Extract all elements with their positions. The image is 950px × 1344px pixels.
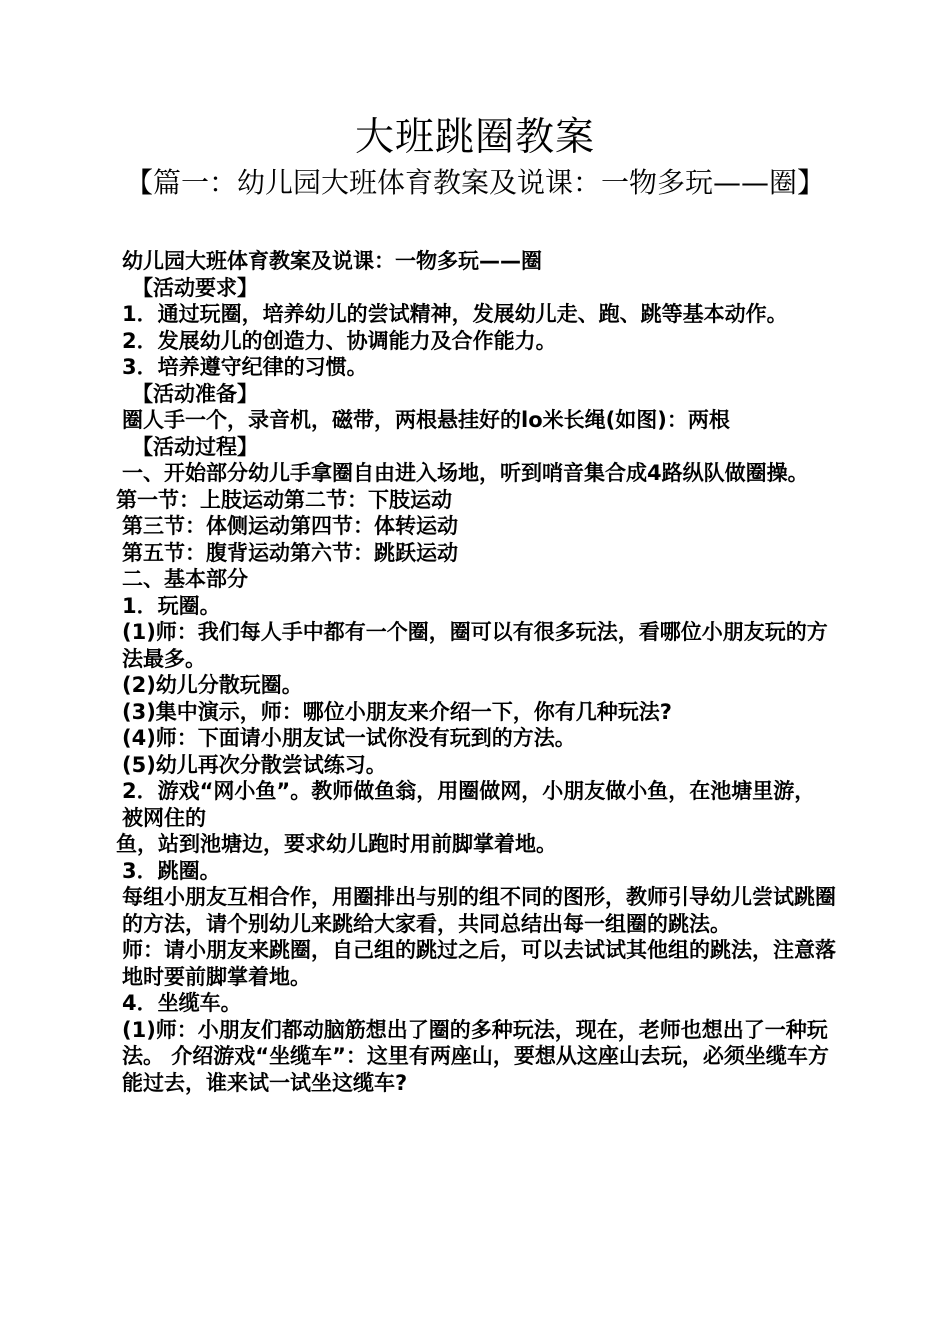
body-paragraph: 4．坐缆车。 <box>122 991 242 1015</box>
body-paragraph: 【活动要求】 <box>132 275 258 300</box>
body-paragraph: 第三节：体侧运动第四节：体转运动 <box>122 514 458 538</box>
body-paragraph: 2．发展幼儿的创造力、协调能力及合作能力。 <box>122 328 557 353</box>
body-paragraph: 【活动过程】 <box>132 434 258 459</box>
body-paragraph: 圈人手一个，录音机，磁带，两根悬挂好的lo米长绳(如图)：两根 <box>122 408 730 432</box>
body-paragraph: 鱼，站到池塘边，要求幼儿跑时用前脚掌着地。 <box>116 832 557 856</box>
body-paragraph: 3．培养遵守纪律的习惯。 <box>122 355 368 379</box>
body-paragraph: 3．跳圈。 <box>122 858 221 883</box>
body-paragraph: 幼儿园大班体育教案及说课：一物多玩——圈 <box>122 249 542 273</box>
body-paragraph: 1．玩圈。 <box>122 593 221 618</box>
document-subtitle: 【篇一：幼儿园大班体育教案及说课：一物多玩——圈】 <box>125 166 826 199</box>
body-paragraph: (5)幼儿再次分散尝试练习。 <box>122 752 387 777</box>
body-paragraph: (2)幼儿分散玩圈。 <box>122 673 303 697</box>
body-paragraph: 二、基本部分 <box>122 567 248 591</box>
document-title: 大班跳圈教案 <box>354 115 595 160</box>
body-paragraph: 1．通过玩圈，培养幼儿的尝试精神，发展幼儿走、跑、跳等基本动作。 <box>122 302 788 326</box>
body-paragraph: (1)师：我们每人手中都有一个圈，圈可以有很多玩法，看哪位小朋友玩的方法最多。 <box>122 620 828 671</box>
body-paragraph: 第一节：上肢运动第二节：下肢运动 <box>116 487 452 512</box>
document-body <box>116 248 836 1096</box>
body-paragraph: 师：请小朋友来跳圈，自己组的跳过之后，可以去试试其他组的跳法，注意落地时要前脚掌着地。 <box>122 938 836 989</box>
body-paragraph: (4)师：下面请小朋友试一试你没有玩到的方法。 <box>122 726 576 750</box>
body-paragraph: 第五节：腹背运动第六节：跳跃运动 <box>122 540 458 565</box>
body-paragraph: 【活动准备】 <box>132 381 258 406</box>
body-paragraph: (3)集中演示，师：哪位小朋友来介绍一下，你有几种玩法? <box>122 699 672 724</box>
body-paragraph: 2．游戏“网小鱼”。教师做鱼翁，用圈做网，小朋友做小鱼，在池塘里游，被网住的 <box>122 779 816 830</box>
body-paragraph: 每组小朋友互相合作，用圈排出与别的组不同的图形，教师引导幼儿尝试跳圈的方法，请个别幼儿来跳给大家看，共同总结出每一组圈的跳法。 <box>122 885 836 936</box>
body-paragraph: 一、开始部分幼儿手拿圈自由进入场地，听到哨音集合成4路纵队做圈操。 <box>122 461 809 485</box>
body-paragraph: (1)师：小朋友们都动脑筋想出了圈的多种玩法，现在，老师也想出了一种玩法。 介绍游戏“坐缆车”：这里有两座山，要想从这座山去玩，必须坐缆车方能过去，谁来试一试坐这缆车? <box>122 1017 829 1095</box>
